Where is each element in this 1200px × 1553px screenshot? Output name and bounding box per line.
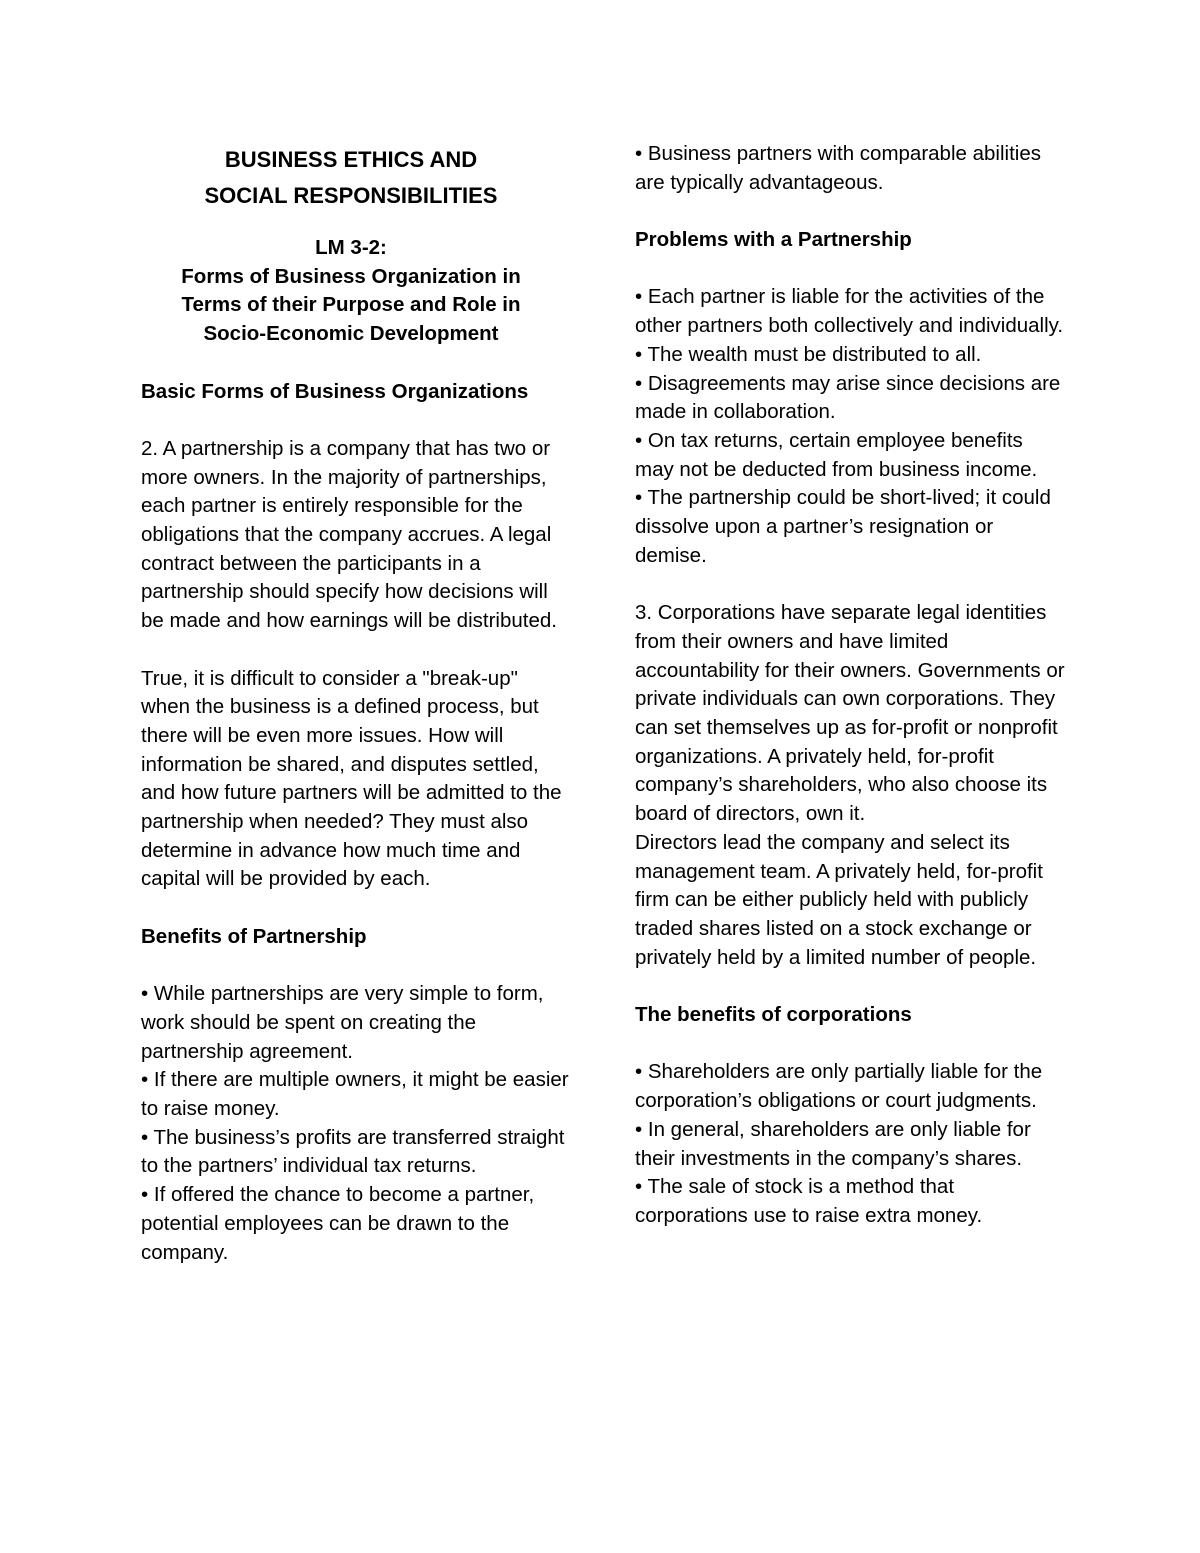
- directors-paragraph: Directors lead the company and select its management team. A privately held, for-profit firm can be either publicly held with publicly traded shares listed on a stock exchange or privately held by a limited number of people.: [635, 830, 1043, 969]
- spacer: [635, 972, 1065, 1001]
- spacer: [141, 952, 571, 981]
- lesson-module-title-line-2: Terms of their Purpose and Role in: [181, 293, 521, 317]
- lesson-module-title-line-3: Socio-Economic Development: [203, 322, 499, 346]
- title-line-2: SOCIAL RESPONSIBILITIES: [204, 183, 498, 208]
- spacer: [141, 406, 571, 435]
- list-item: • The wealth must be distributed to all.: [635, 342, 982, 366]
- partnership-paragraph: 2. A partnership is a company that has two or more owners. In the majority of partnerships, each partner is entirely responsible for the obligations that the company accrues. A legal contract between the participants in a partnership should specify how decisions will be made and how earnings will be distributed.: [141, 436, 557, 633]
- list-item: • In general, shareholders are only liable for their investments in the company’s shares.: [635, 1117, 1031, 1170]
- spacer: [635, 1030, 1065, 1059]
- document-title: [141, 140, 561, 214]
- spacer: [635, 571, 1065, 600]
- list-item: • Shareholders are only partially liable for the corporation’s obligations or court judgments.: [635, 1060, 1043, 1113]
- section-heading: Basic Forms of Business Organizations: [141, 379, 529, 403]
- spacer: [141, 349, 571, 378]
- list-item: • If there are multiple owners, it might be easier to raise money.: [141, 1068, 569, 1121]
- right-column: [635, 140, 1065, 1231]
- spacer: [635, 255, 1065, 284]
- list-item: • Each partner is liable for the activities of the other partners both collectively and individually.: [635, 285, 1064, 338]
- list-item: • While partnerships are very simple to form, work should be spent on creating the partnership agreement.: [141, 982, 544, 1063]
- list-item: • The partnership could be short-lived; it could dissolve upon a partner’s resignation or demise.: [635, 486, 1051, 567]
- benefits-list: [141, 980, 571, 1267]
- list-item: • The sale of stock is a method that corporations use to raise extra money.: [635, 1175, 983, 1227]
- problems-heading: Problems with a Partnership: [635, 228, 912, 252]
- list-item: • The business’s profits are transferred straight to the partners’ individual tax returns.: [141, 1125, 565, 1178]
- problems-list: [635, 283, 1065, 570]
- spacer: [141, 636, 571, 665]
- lesson-module-code: LM 3-2:: [315, 236, 387, 259]
- list-item: • On tax returns, certain employee benefits may not be deducted from business income.: [635, 429, 1038, 481]
- left-column: [141, 140, 571, 1267]
- list-item: • Disagreements may arise since decisions are made in collaboration.: [635, 371, 1061, 424]
- corporation-benefits-list: [635, 1058, 1065, 1230]
- spacer: [141, 894, 571, 923]
- lesson-module-title-line-1: Forms of Business Organization in: [181, 264, 521, 288]
- benefits-heading: Benefits of Partnership: [141, 924, 367, 948]
- list-item: • If offered the chance to become a partner, potential employees can be drawn to the company.: [141, 1183, 535, 1264]
- lesson-module-heading: [141, 234, 561, 349]
- spacer: [635, 197, 1065, 226]
- title-line-1: BUSINESS ETHICS AND: [224, 147, 478, 172]
- list-item: • Business partners with comparable abilities are typically advantageous.: [635, 142, 1041, 194]
- corporation-benefits-heading: The benefits of corporations: [635, 1003, 912, 1027]
- corporations-paragraph: 3. Corporations have separate legal identities from their owners and have limited accountability for their owners. Governments or private individuals can own corporations. They can set themselves up as for-profit or nonprofit organizations. A privately held, for-profit company’s shareholders, who also choose its board of directors, own it.: [635, 601, 1065, 826]
- breakup-paragraph: True, it is difficult to consider a "break-up" when the business is a defined process, but there will be even more issues. How will information be shared, and disputes settled, and how future partners will be admitted to the partnership when needed? They must also determine in advance how much time and capital will be provided by each.: [141, 666, 562, 891]
